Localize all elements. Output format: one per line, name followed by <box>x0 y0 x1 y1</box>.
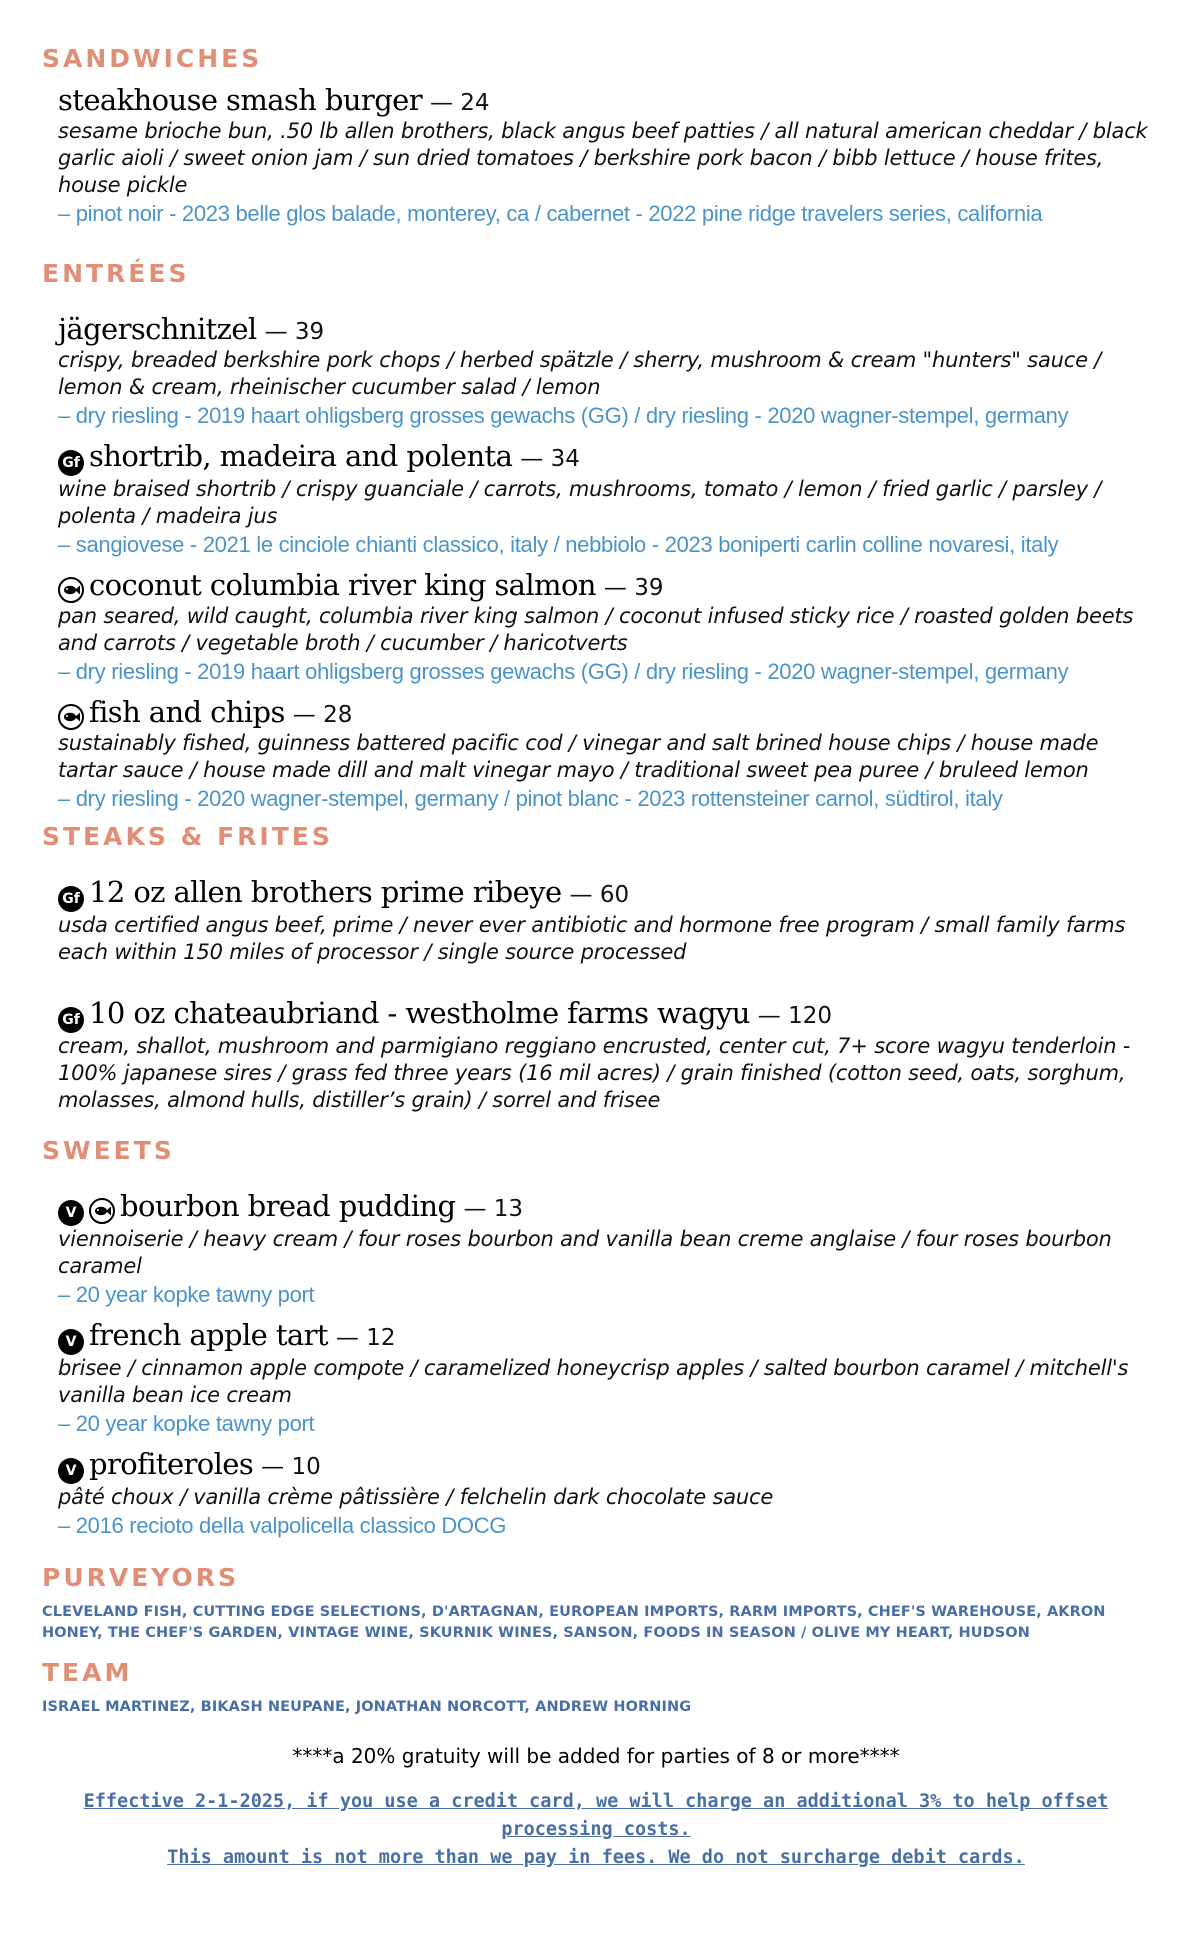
item-price: — 13 <box>463 1196 524 1222</box>
item-price: — 39 <box>264 319 325 345</box>
item-price: — 10 <box>261 1454 321 1480</box>
fish-icon <box>89 1198 115 1224</box>
section-title-sandwiches: SANDWICHES <box>42 44 263 73</box>
item-price: — 39 <box>603 575 664 601</box>
gluten-free-icon: Gf <box>58 1007 84 1033</box>
wine-pairing: – 20 year kopke tawny port <box>58 1282 315 1307</box>
item-name: steakhouse smash burger <box>58 83 422 117</box>
item-name: coconut columbia river king salmon <box>89 568 596 602</box>
item-description: brisee / cinnamon apple compote / caramelized honeycrisp apples / salted bourbon caramel / mitchell's vanilla bean ice cream <box>58 1356 1129 1407</box>
item-name: bourbon bread pudding <box>120 1189 456 1223</box>
item-price: — 120 <box>757 1003 832 1029</box>
wine-pairing: – 20 year kopke tawny port <box>58 1411 315 1436</box>
notice-line-1: Effective 2-1-2025, if you use a credit card, we will charge an additional 3% to help offset processing costs. <box>83 1791 1109 1840</box>
item-description: viennoiserie / heavy cream / four roses bourbon and vanilla bean creme anglaise / four roses bourbon caramel <box>58 1227 1112 1278</box>
wine-pairing: – pinot noir - 2023 belle glos balade, monterey, ca / cabernet - 2022 pine ridge travelers series, california <box>58 201 1043 226</box>
menu-item-profiteroles <box>58 1447 1150 1541</box>
item-description: cream, shallot, mushroom and parmigiano reggiano encrusted, center cut, 7+ score wagyu tenderloin - 100% japanese sires / grass fed three years (16 mil acres) / grain finished (cotton seed, oats, sorghum, molasses, almond hulls, distiller’s grain) / sorrel and frisee <box>58 1034 1131 1112</box>
wine-pairing: – dry riesling - 2019 haart ohligsberg grosses gewachs (GG) / dry riesling - 2020 wagner-stempel, germany <box>58 403 1069 428</box>
wine-pairing: – 2016 recioto della valpolicella classico DOCG <box>58 1513 507 1538</box>
vegetarian-icon: V <box>58 1200 84 1226</box>
item-price: — 12 <box>335 1325 396 1351</box>
menu-item-apple-tart <box>58 1318 1150 1439</box>
vegetarian-icon: V <box>58 1329 84 1355</box>
team-list: ISRAEL MARTINEZ, BIKASH NEUPANE, JONATHAN NORCOTT, ANDREW HORNING <box>42 1699 692 1715</box>
item-name: shortrib, madeira and polenta <box>89 439 513 473</box>
item-name: 12 oz allen brothers prime ribeye <box>89 875 562 909</box>
wine-pairing: – sangiovese - 2021 le cinciole chianti classico, italy / nebbiolo - 2023 boniperti carlin colline novaresi, italy <box>58 532 1059 557</box>
notice-line-2: This amount is not more than we pay in fees. We do not surcharge debit cards. <box>167 1847 1025 1868</box>
menu-item-smash-burger <box>58 83 1150 229</box>
menu-item-fish-and-chips <box>58 695 1150 814</box>
item-name: 10 oz chateaubriand - westholme farms wagyu <box>89 996 750 1030</box>
wine-pairing: – dry riesling - 2019 haart ohligsberg grosses gewachs (GG) / dry riesling - 2020 wagner-stempel, germany <box>58 659 1069 684</box>
item-price: — 28 <box>292 702 353 728</box>
wine-pairing: – dry riesling - 2020 wagner-stempel, germany / pinot blanc - 2023 rottensteiner carnol, südtirol, italy <box>58 786 1003 811</box>
item-description: pan seared, wild caught, columbia river king salmon / coconut infused sticky rice / roasted golden beets and carrots / vegetable broth / cucumber / haricotverts <box>58 604 1134 655</box>
menu-item-ribeye <box>58 875 1150 966</box>
item-description: sesame brioche bun, .50 lb allen brothers, black angus beef patties / all natural american cheddar / black garlic aioli / sweet onion jam / sun dried tomatoes / berkshire pork bacon / bibb lettuce / house frites, house pickle <box>58 119 1148 197</box>
item-description: sustainably fished, guinness battered pacific cod / vinegar and salt brined house chips / house made tartar sauce / house made dill and malt vinegar mayo / traditional sweet pea puree / bruleed lemon <box>58 731 1099 782</box>
purveyors-list: CLEVELAND FISH, CUTTING EDGE SELECTIONS, D'ARTAGNAN, EUROPEAN IMPORTS, RARM IMPORTS, CHEF'S WAREHOUSE, AKRON HONEY, THE CHEF'S GARDEN, VINTAGE WINE, SKURNIK WINES, SANSON, FOODS IN SEASON / OLIVE MY HEART, HUDSON <box>42 1604 1106 1641</box>
gluten-free-icon: Gf <box>58 886 84 912</box>
fish-icon <box>58 704 84 730</box>
item-price: — 24 <box>429 90 490 116</box>
section-title-team: TEAM <box>42 1658 133 1687</box>
fish-icon <box>58 577 84 603</box>
menu-item-jagerschnitzel <box>58 312 1150 431</box>
section-title-sweets: SWEETS <box>42 1136 175 1165</box>
section-title-entrees: ENTRÉES <box>42 259 190 288</box>
menu-item-shortrib <box>58 439 1150 560</box>
menu-item-chateaubriand <box>58 996 1150 1114</box>
item-name: fish and chips <box>89 695 285 729</box>
item-name: french apple tart <box>89 1318 328 1352</box>
item-price: — 34 <box>520 446 580 472</box>
item-price: — 60 <box>569 882 630 908</box>
item-name: jägerschnitzel <box>58 312 257 346</box>
item-description: usda certified angus beef, prime / never ever antibiotic and hormone free program / small family farms each within 150 miles of processor / single source processed <box>58 913 1126 964</box>
item-description: pâté choux / vanilla crème pâtissière / felchelin dark chocolate sauce <box>58 1485 774 1509</box>
menu-item-king-salmon <box>58 568 1150 687</box>
credit-card-notice <box>42 1788 1150 1872</box>
item-description: crispy, breaded berkshire pork chops / herbed spätzle / sherry, mushroom & cream "hunters" sauce / lemon & cream, rheinischer cucumber salad / lemon <box>58 348 1102 399</box>
menu-item-bread-pudding <box>58 1189 1150 1310</box>
section-title-purveyors: PURVEYORS <box>42 1563 240 1592</box>
item-description: wine braised shortrib / crispy guanciale / carrots, mushrooms, tomato / lemon / fried garlic / parsley / polenta / madeira jus <box>58 477 1102 528</box>
item-name: profiteroles <box>89 1447 254 1481</box>
vegetarian-icon: V <box>58 1458 84 1484</box>
gluten-free-icon: Gf <box>58 450 84 476</box>
gratuity-note: ****a 20% gratuity will be added for parties of 8 or more**** <box>292 1744 900 1768</box>
section-title-steaks: STEAKS & FRITES <box>42 822 333 851</box>
